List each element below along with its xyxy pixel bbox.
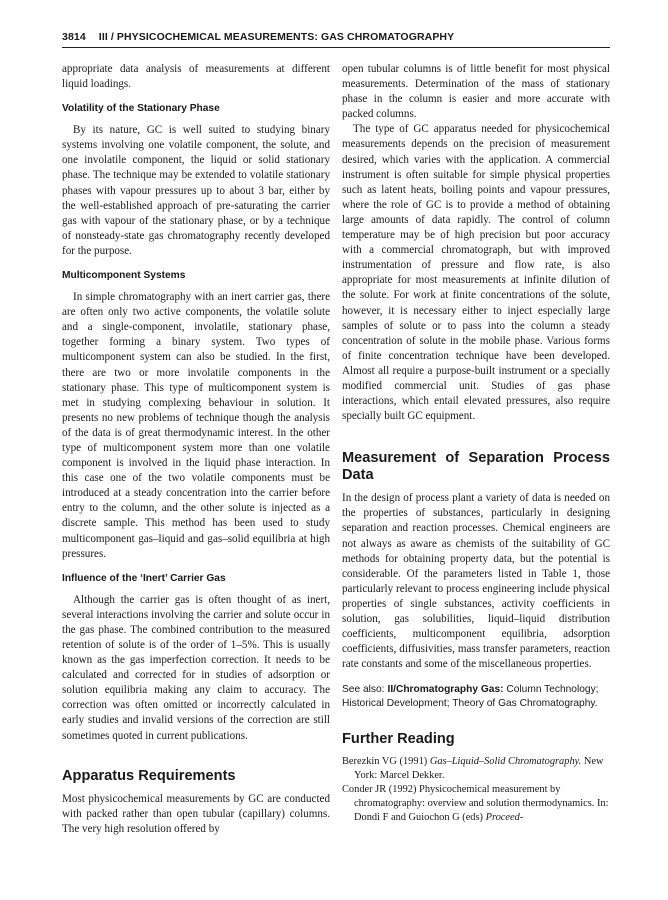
paragraph-apparatus-type: The type of GC apparatus needed for physicochemical measurements depends on the precision of measurement desired, which varies with the application. A commercial instrument is often suitable for simple physical properties such as latent heats, boiling points and vapour pressures, where the role of GC is to provide a method of obtaining large amounts of data rapidly. The control of column temperature may be of high precision but poor accuracy with a commercial chromatograph, but with improved instrumentation of pressure and flow rate, is also appropriate for most measurements at infinite dilution of the solute. For work at finite concentrations of the solute, however, it is necessary either to inject especially large samples of solute or to pass into the column a steady concentration of solute in the mobile phase. Various forms of finite concentration technique have been developed. Almost all require a purpose-built instrument or a specially modified commercial unit. Studies of gas phase interactions, which entail elevated pressures, also require specially built GC equipment. bbox=[342, 123, 610, 423]
reference-item: Berezkin VG (1991) Gas–Liquid–Solid Chromatography. New York: Marcel Dekker. bbox=[342, 756, 604, 782]
running-header bbox=[62, 31, 610, 43]
paragraph-volatility: By its nature, GC is well suited to studying binary systems involving one volatile component, the solute, and one involatile component, the liquid or solid stationary phase. The technique may be extended to volatile stationary phases with vapour pressures up to about 3 bar, either by the well-established approach of pre-saturating the carrier gas with vapour of the stationary phase, or by a technique of nonsteady-state gas chromatography recently developed for the purpose. bbox=[62, 124, 330, 257]
header-rule bbox=[62, 47, 610, 48]
paragraph-multicomponent: In simple chromatography with an inert carrier gas, there are often only two active components, the volatile solute and a single-component, involatile, stationary phase, together forming a binary system. Two types of multicomponent system can also be studied. In the first, there are two or more involatile components in the stationary phase. This type of multicomponent system is met in studying complexing behaviour in solution. It presents no new problems of technique though the analysis of the data is of great thermodynamic interest. In the other type of multicomponent system more than one volatile component is involved in the liquid phase interaction. In this case one of the two volatile components must be introduced at a steady concentration into the carrier before entry to the column, and the other solute is injected as a discrete sample. This method has been used to study multicomponent gas–liquid and gas–solid equilibria at high pressures. bbox=[62, 291, 330, 560]
right-column bbox=[342, 62, 610, 825]
heading-multicomponent: Multicomponent Systems bbox=[62, 270, 186, 282]
heading-further-reading: Further Reading bbox=[342, 731, 455, 748]
see-also-link[interactable]: II/Chromatography Gas: bbox=[387, 684, 504, 696]
running-title: III / PHYSICOCHEMICAL MEASUREMENTS: GAS CHROMATOGRAPHY bbox=[98, 31, 455, 43]
page-number: 3814 bbox=[62, 31, 86, 43]
see-also-label: See also: bbox=[342, 684, 385, 696]
paragraph-separation: In the design of process plant a variety of data is needed on the properties of substances, particularly in designing separation and reaction processes. Chemical engineers are not always as aware as chemists of the suitability of GC methods for obtaining property data, but the potential is considerable. Of the parameters listed in Table 1, those particularly relevant to process engineering include physical properties of single substances, activity coefficients in solution, gas solubilities, liquid–liquid distribution coefficients, multicomponent equilibria, adsorption coefficients, diffusivities, mass transfer parameters, reaction rate constants and some of the miscellaneous properties. bbox=[342, 492, 610, 671]
heading-apparatus: Apparatus Requirements bbox=[62, 767, 236, 784]
heading-volatility: Volatility of the Stationary Phase bbox=[62, 103, 220, 115]
see-also bbox=[342, 683, 610, 711]
continued-paragraph-right: open tubular columns is of little benefit for most physical measurements. Determination of the mass of stationary phase in the column is easier and more accurate with packed columns. bbox=[342, 63, 610, 121]
reference-item: Conder JR (1992) Physicochemical measurement by chromatography: overview and solution thermodynamics. In: Dondi F and Guiochon G (eds) Proceed- bbox=[342, 784, 609, 824]
heading-carrier-gas: Influence of the ‘Inert’ Carrier Gas bbox=[62, 572, 226, 584]
left-column bbox=[62, 62, 330, 837]
see-also-text[interactable]: Column Technology; Historical Development; Theory of Gas Chromatography. bbox=[342, 684, 599, 710]
heading-separation: Measurement of Separation Process Data bbox=[342, 450, 610, 484]
paragraph-carrier-gas: Although the carrier gas is often thought of as inert, several interactions involving the carrier and solute occur in the gas phase. The combined contribution to the measured retention of solute is of the order of 1–5%. This is usually known as the gas imperfection correction. It needs to be calculated and corrected for in studies of adsorption or solution equilibria making any claim to accuracy. The correction was often omitted or incorrectly calculated in early studies and invalid versions of the correction are still sometimes quoted in current publications. bbox=[62, 593, 330, 742]
paragraph-apparatus: Most physicochemical measurements by GC are conducted with packed rather than open tubular (capillary) columns. The very high resolution offered by bbox=[62, 792, 330, 835]
continued-paragraph: appropriate data analysis of measurements at different liquid loadings. bbox=[62, 63, 330, 91]
